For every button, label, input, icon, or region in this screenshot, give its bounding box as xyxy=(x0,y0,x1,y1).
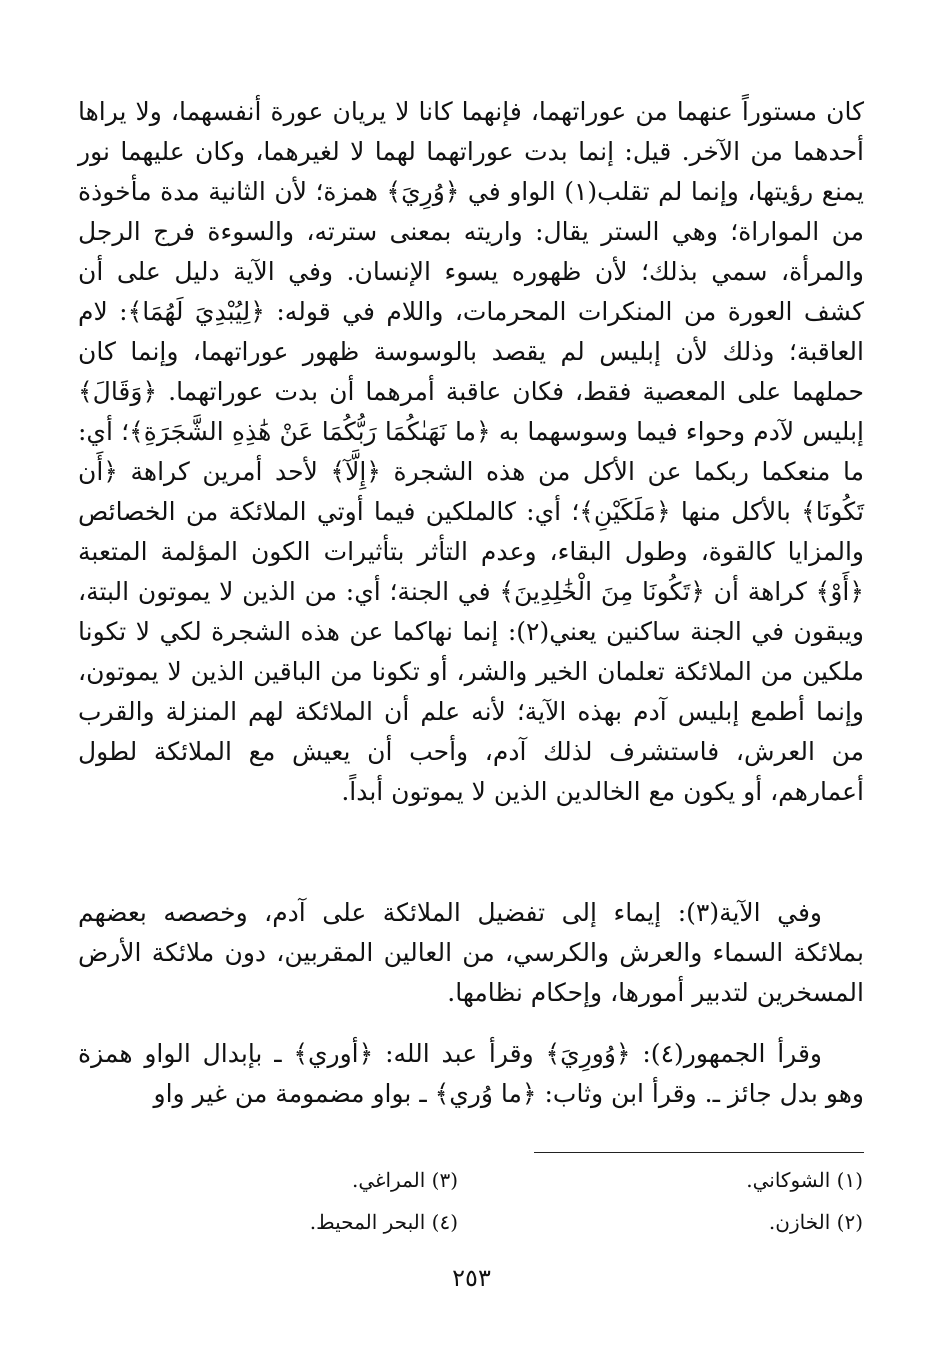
paragraph-1: كان مستوراً عنهما من عوراتهما، فإنهما كانا لا يريان عورة أنفسهما، ولا يراها أحدهما من الآخر. قيل: إنما بدت عوراتهما لهما لا لغيرهما، وكان عليهما نور يمنع رؤيتها، وإنما لم تقلب(١) الواو في ﴿وُرِيَ﴾ همزة؛ لأن الثانية مدة مأخوذة من المواراة؛ وهي الستر يقال: واريته بمعنى سترته، والسوءة فرج الرجل والمرأة، سمي بذلك؛ لأن ظهوره يسوء الإنسان. وفي الآية دليل على أن كشف العورة من المنكرات المحرمات، واللام في قوله: ﴿لِيُبْدِيَ لَهُمَا﴾: لام العاقبة؛ وذلك لأن إبليس لم يقصد بالوسوسة ظهور عوراتهما، وإنما كان حملهما على المعصية فقط، فكان عاقبة أمرهما أن بدت عوراتهما. ﴿وَقَالَ﴾ إبليس لآدم وحواء فيما وسوسهما به ﴿ما نَهَىٰكُمَا رَبُّكُمَا عَنْ هَٰذِهِ الشَّجَرَةِ﴾؛ أي: ما منعكما ربكما عن الأكل من هذه الشجرة ﴿إِلَّآ﴾ لأحد أمرين كراهة ﴿أَن تَكُونَا﴾ بالأكل منها ﴿مَلَكَيْنِ﴾؛ أي: كالملكين فيما أوتي الملائكة من الخصائص والمزايا كالقوة، وطول البقاء، وعدم التأثر بتأثيرات الكون المؤلمة المتعبة ﴿أَوْ﴾ كراهة أن ﴿تَكُونَا مِنَ الْخَٰلِدِينَ﴾ في الجنة؛ أي: من الذين لا يموتون البتة، ويبقون في الجنة ساكنين يعني(٢): إنما نهاكما عن هذه الشجرة لكي لا تكونا ملكين من الملائكة تعلمان الخير والشر، أو تكونا من الباقين الذين لا يموتون، وإنما أطمع إبليس آدم بهذه الآية؛ لأنه علم أن الملائكة لهم المنزلة والقرب من العرش، فاستشرف لذلك آدم، وأحب أن يعيش مع الملائكة لطول أعمارهم، أو يكون مع الخالدين الذين لا يموتون أبداً. xyxy=(78,97,864,806)
footnote-1: (١) الشوكاني. xyxy=(746,1168,863,1192)
footnote-separator xyxy=(534,1152,864,1153)
paragraph-3: وقرأ الجمهور(٤): ﴿وُورِيَ﴾ وقرأ عبد الله: ﴿أوري﴾ ـ بإبدال الواو همزة وهو بدل جائز ـ. وقرأ ابن وثاب: ﴿ما وُري﴾ ـ بواو مضمومة من غير واو xyxy=(78,1039,864,1108)
footnote-4: (٤) البحر المحيط. xyxy=(309,1210,458,1234)
footnote-2: (٢) الخازن. xyxy=(768,1210,863,1234)
footnote-3: (٣) المراغي. xyxy=(351,1168,458,1192)
paragraph-2: وفي الآية(٣): إيماء إلى تفضيل الملائكة على آدم، وخصصه بعضهم بملائكة السماء والعرش والكرسي، من العالين المقربين، دون ملائكة الأرض المسخرين لتدبير أمورها، وإحكام نظامها. xyxy=(78,898,864,1007)
page-number: ٢٥٣ xyxy=(452,1264,491,1292)
